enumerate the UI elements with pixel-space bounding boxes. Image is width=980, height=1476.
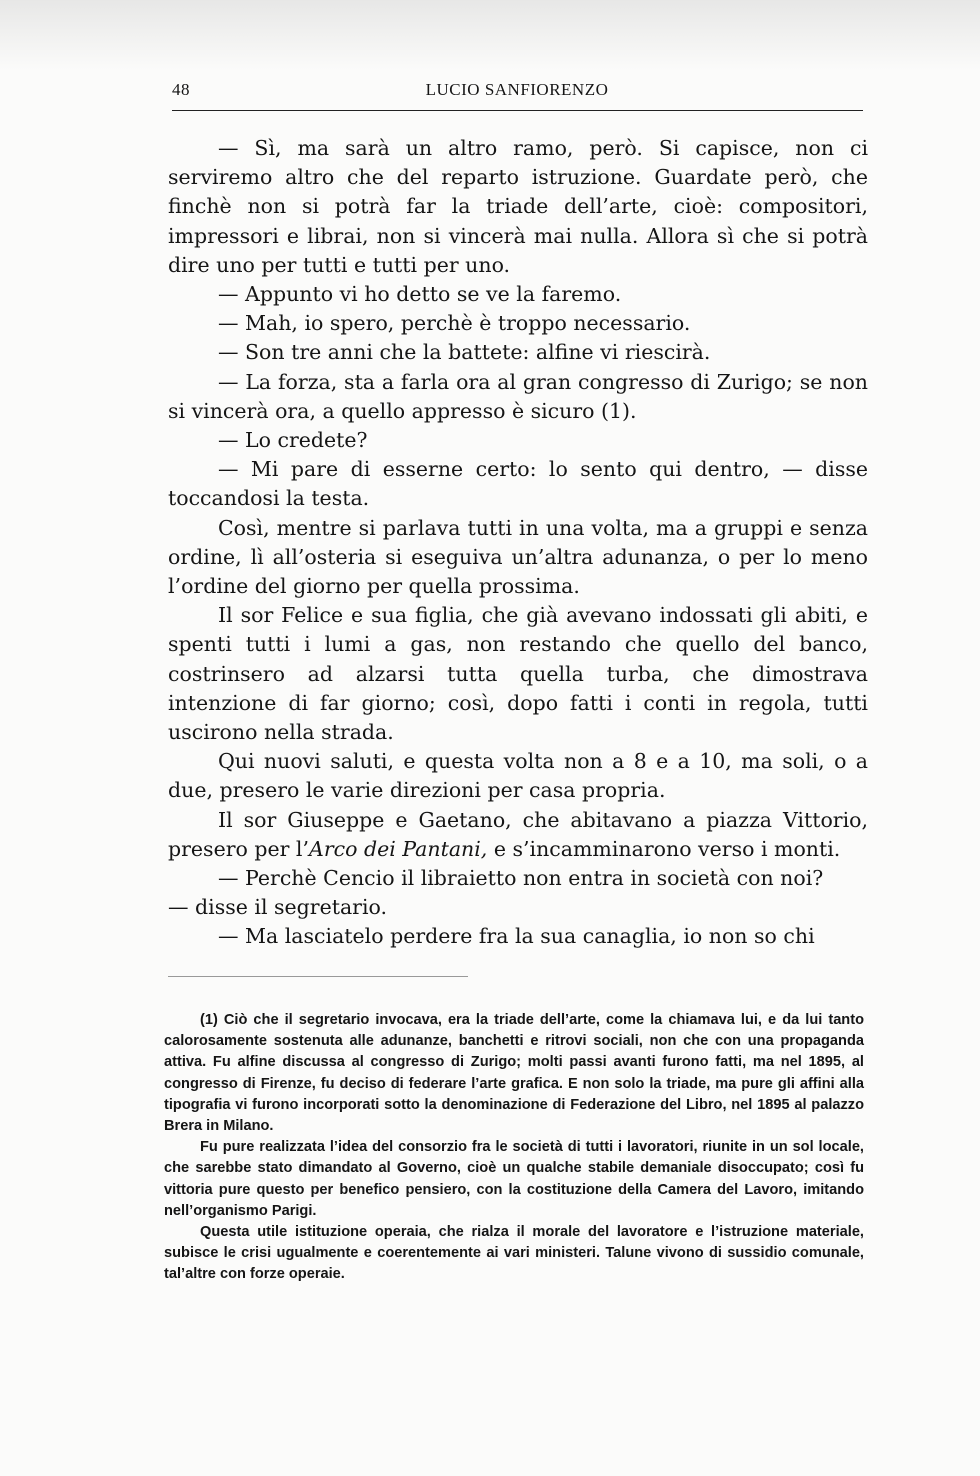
paragraph-5: — La forza, sta a farla ora al gran congresso di Zurigo; se non si vincerà ora, a quello appresso è sicuro (1).	[168, 369, 868, 423]
paragraph-2: — Appunto vi ho detto se ve la faremo.	[218, 282, 622, 307]
paragraph-6: — Lo credete?	[218, 428, 368, 453]
paragraph-11	[168, 806, 868, 864]
p11-text-after: e s’incamminarono verso i monti.	[487, 836, 841, 861]
scan-shadow	[0, 0, 980, 70]
footnote-rule	[168, 976, 468, 977]
place-name-italic: Arco dei Pantani,	[309, 836, 488, 861]
paragraph-1: — Sì, ma sarà un altro ramo, però. Si capisce, non ci serviremo altro che del reparto istruzione. Guardate però, che finchè non si potrà far la triade dell’arte, cioè: compositori, impressori e librai, non si vincerà mai nulla. Allora sì che si potrà dire uno per tutti e tutti per uno.	[168, 136, 868, 277]
paragraph-12-continuation: — disse il segretario.	[168, 895, 388, 920]
p11-text-before: Il sor Giuseppe e Gaetano, che abitavano a piazza Vittorio, presero per l’	[168, 807, 868, 861]
paragraph-12: — Perchè Cencio il libraietto non entra in società con noi?	[218, 866, 824, 891]
footnote-paragraph-3: Questa utile istituzione operaia, che rialza il morale del lavoratore e l’istruzione materiale, subisce le crisi ugualmente e coerentemente ai vari ministeri. Talune vivono di sussidio comunale, tal’altre con forze operaie.	[164, 1224, 864, 1283]
paragraph-9: Il sor Felice e sua figlia, che già avevano indossati gli abiti, e spenti tutti i lumi a gas, non restando che quello del banco, costrinsero ad alzarsi tutta quella turba, che dimostrava intenzione di far giorno; così, dopo fatti i conti in regola, tutti uscirono nella strada.	[168, 603, 868, 745]
paragraph-3: — Mah, io spero, perchè è troppo necessario.	[218, 311, 691, 336]
page-header	[172, 80, 862, 108]
header-rule	[172, 110, 863, 111]
footnotes	[164, 1010, 864, 1286]
paragraph-10: Qui nuovi saluti, e questa volta non a 8 e a 10, ma soli, o a due, presero le varie direzioni per casa propria.	[168, 749, 868, 803]
running-title: LUCIO SANFIORENZO	[425, 80, 609, 99]
paragraph-4: — Son tre anni che la battete: alfine vi riescirà.	[218, 340, 711, 365]
body-text	[168, 134, 868, 952]
paragraph-13: — Ma lasciatelo perdere fra la sua canaglia, io non so chi	[218, 924, 815, 949]
paragraph-8: Così, mentre si parlava tutti in una volta, ma a gruppi e senza ordine, lì all’osteria si eseguiva un’altra adunanza, o per lo meno l’ordine del giorno per quella prossima.	[168, 515, 868, 599]
footnote-paragraph-2: Fu pure realizzata l’idea del consorzio fra le società di tutti i lavoratori, riunite in un sol locale, che sarebbe stato dimandato al Governo, cioè un qualche stabile demaniale disoccupato; così fu vittoria pure questo per benefico pensiero, con la costituzione della Camera del Lavoro, imitando nell’organismo Parigi.	[164, 1139, 864, 1219]
paragraph-7: — Mi pare di esserne certo: lo sento qui dentro, — disse toccandosi la testa.	[168, 457, 868, 511]
page-number: 48	[172, 80, 190, 99]
footnote-1: (1) Ciò che il segretario invocava, era la triade dell’arte, come la chiamava lui, e da lui tanto calorosamente sostenuta alle adunanze, banchetti e ritrovi sociali, non che con una propaganda attiva. Fu alfine discussa al congresso di Zurigo; molti passi avanti furono fatti, ma nel 1895, al congresso di Firenze, fu deciso di federare l’arte grafica. E non solo la triade, ma pure gli affini alla tipografia vi furono incorporati sotto la denominazione di Federazione del Libro, nel 1895 al palazzo Brera in Milano.	[164, 1012, 864, 1135]
